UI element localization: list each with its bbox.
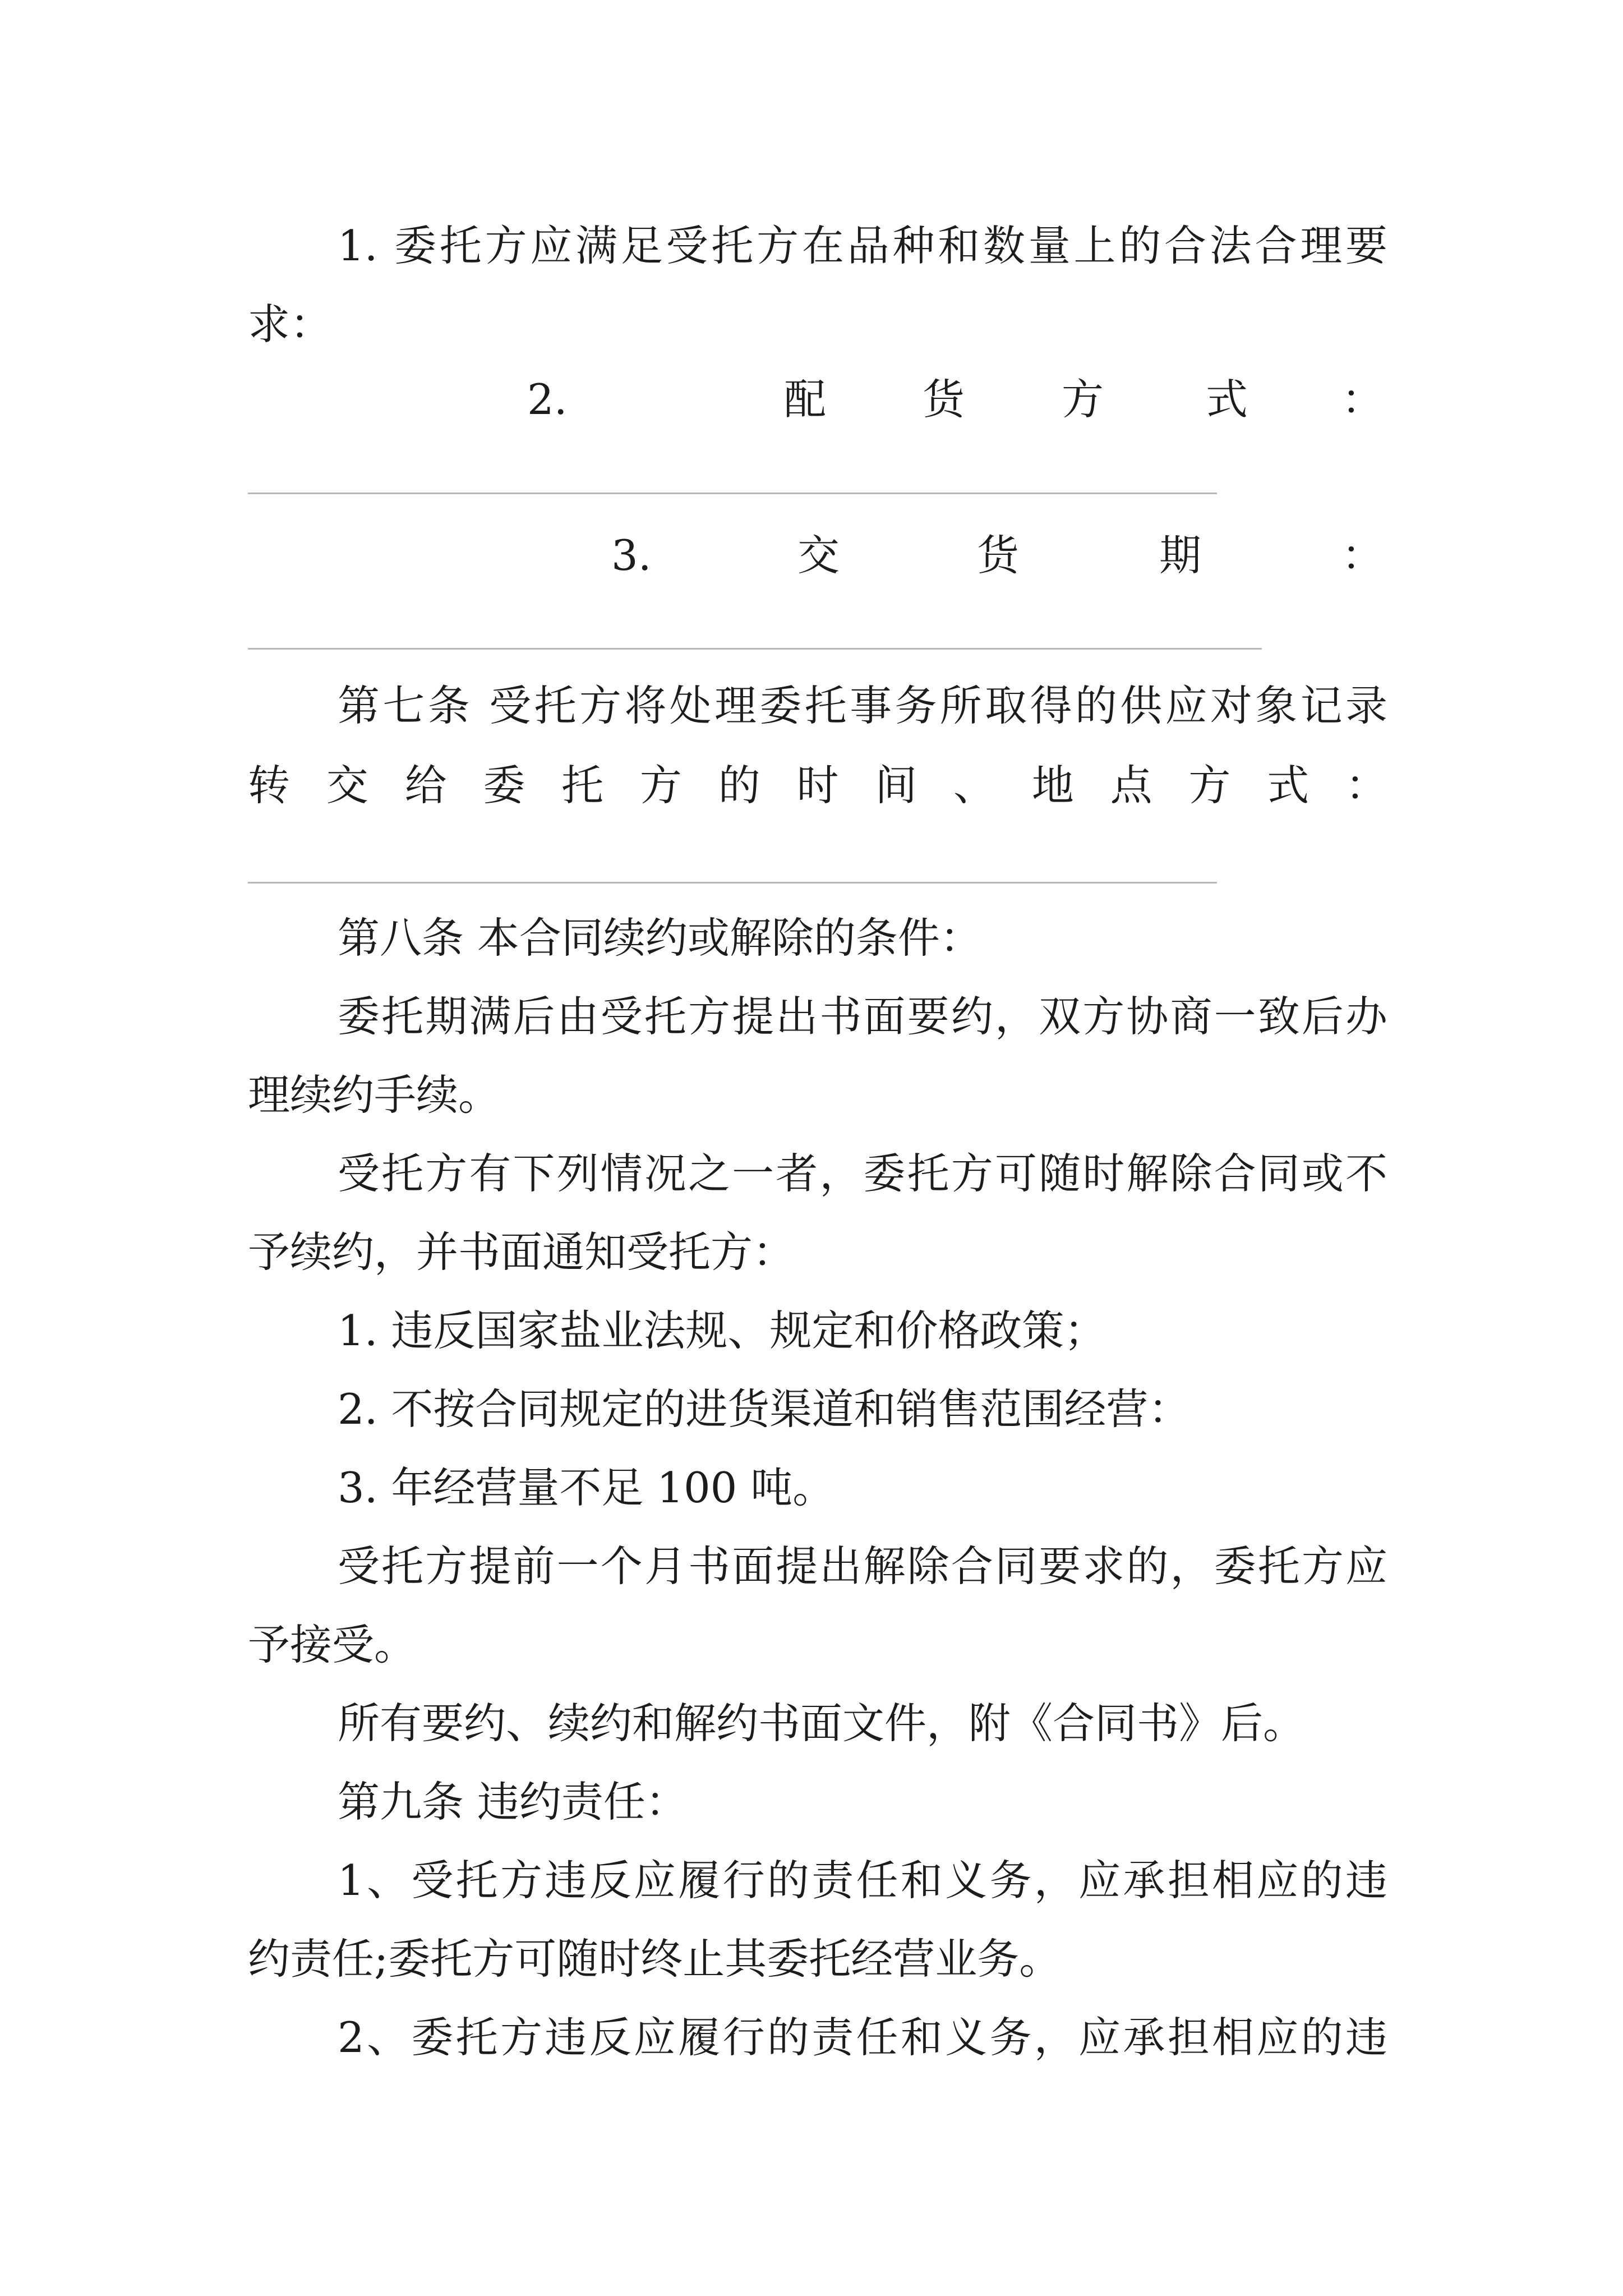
spaced-char: ：	[1341, 531, 1384, 580]
paragraph-line: 1、受托方违反应履行的责任和义务，应承担相应的违	[338, 1856, 1387, 1905]
fill-in-blank-line	[248, 493, 1217, 494]
list-item: 1. 违反国家盐业法规、规定和价格政策；	[338, 1306, 1106, 1355]
paragraph-line: 受托方提前一个月书面提出解除合同要求的，委托方应	[338, 1542, 1387, 1591]
item-number: 3.	[611, 531, 652, 580]
paragraph-line: 转交给委托方的时间、地点方式：	[248, 761, 1387, 810]
spaced-char: 式	[1206, 375, 1248, 424]
paragraph-line: 理续约手续。	[248, 1070, 501, 1120]
spaced-char: 方	[1062, 375, 1104, 424]
paragraph-line: 约责任;委托方可随时终止其委托经营业务。	[248, 1934, 1062, 1984]
item-number: 2.	[527, 375, 568, 424]
spaced-char: 货	[923, 375, 965, 424]
spaced-char: 期	[1159, 531, 1202, 580]
paragraph-line: 委托期满后由受托方提出书面要约，双方协商一致后办	[338, 992, 1387, 1041]
article-heading: 第九条 违约责任：	[338, 1777, 688, 1826]
paragraph-line: 受托方有下列情况之一者，委托方可随时解除合同或不	[338, 1149, 1387, 1198]
article-heading: 第八条 本合同续约或解除的条件：	[338, 913, 982, 963]
fill-in-blank-line	[248, 648, 1262, 650]
spaced-char: 交	[797, 531, 840, 580]
article-heading-line: 第七条 受托方将处理委托事务所取得的供应对象记录	[338, 681, 1387, 730]
spaced-char: 配	[784, 375, 827, 424]
list-item: 2. 不按合同规定的进货渠道和销售范围经营：	[338, 1384, 1191, 1434]
paragraph-line: 1. 委托方应满足受托方在品种和数量上的合法合理要	[338, 221, 1387, 270]
paragraph-line: 予接受。	[248, 1620, 417, 1669]
paragraph-line: 所有要约、续约和解约书面文件，附《合同书》后。	[338, 1699, 1306, 1748]
spaced-char: ：	[1341, 375, 1384, 424]
fill-in-blank-line	[248, 882, 1217, 884]
list-item: 3. 年经营量不足 100 吨。	[338, 1463, 835, 1512]
paragraph-line: 求：	[248, 300, 333, 349]
spaced-char: 货	[977, 531, 1020, 580]
paragraph-line: 2、委托方违反应履行的责任和义务，应承担相应的违	[338, 2013, 1387, 2062]
paragraph-line: 予续约，并书面通知受托方：	[248, 1227, 795, 1277]
